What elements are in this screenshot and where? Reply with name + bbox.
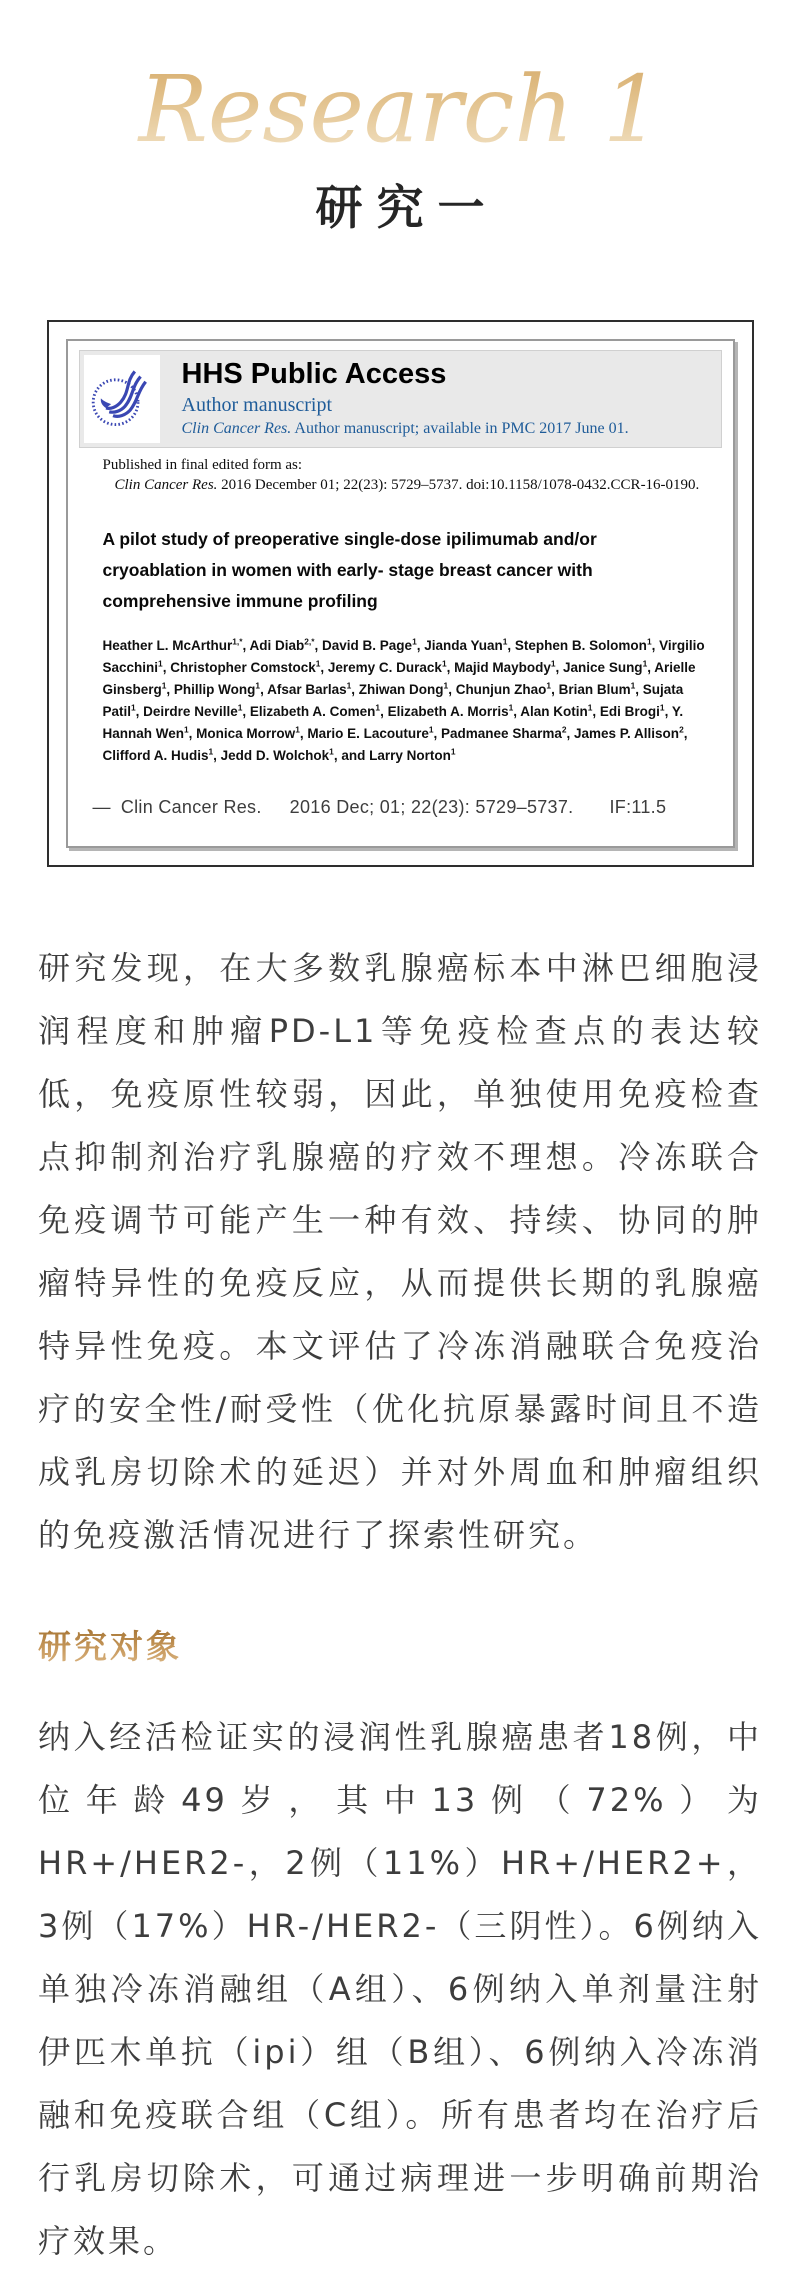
hhs-subtitle: Author manuscript (181, 394, 333, 416)
research-script-title: Research 1 (0, 0, 800, 167)
article-body (0, 937, 800, 2273)
hhs-eagle-icon (90, 362, 154, 436)
paper-citation-card (47, 320, 754, 867)
footer-dash: — (92, 796, 111, 817)
published-line: Published in final edited form as: (102, 457, 303, 473)
hero-header (0, 0, 800, 238)
subjects-paragraph: 纳入经活检证实的浸润性乳腺癌患者18例，中位年龄49岁，其中13例（72%）为HR+/HER2-，2例（11%）HR+/HER2+，3例（17%）HR-/HER2-（三阴性）。6例纳入单独冷冻消融组（A组）、6例纳入单剂量注射伊匹木单抗（ipi）组（B组）、6例纳入冷冻消融和免疫联合组（C组）。所有患者均在治疗后行乳房切除术，可通过病理进一步明确前期治疗效果。 (38, 1717, 762, 2260)
hhs-logo (84, 355, 160, 443)
hhs-availability-line (182, 420, 629, 438)
paper-card-inner (66, 339, 735, 848)
hhs-header-strip (79, 350, 722, 448)
footer-journal: Clin Cancer Res. (120, 796, 262, 817)
hhs-header-text (164, 351, 629, 447)
author-list: Heather L. McArthur$^{1,*}$, Adi Diab$^{2,*}$, David B. Page$^1$, Jianda Yuan$^1$, Stephen B. Solomon$^1$, Virgilio Sacchini$^1$, Christopher Comstock$^1$, Jeremy C. Durack$^1$, Majid Maybody$^1$, Janice Sung$^1$, Arielle Ginsberg$^1$, Phillip Wong$^1$, Afsar Barlas$^1$, Zhiwan Dong$^1$, Chunjun Zhao$^1$, Brian Blum$^1$, Sujata Patil$^1$, Deirdre Neville$^1$, Elizabeth A. Comen$^1$, Elizabeth A. Morris$^1$, Alan Kotin$^1$, Edi Brogi$^1$, Y. Hannah Wen$^1$, Monica Morrow$^1$, Mario E. Lacouture$^1$, Padmanee Sharma$^2$, James P. Allison$^2$, Clifford A. Hudis$^1$, Jedd D. Wolchok$^1$, and Larry Norton$^1$ (102, 636, 705, 763)
subjects-heading: 研究对象 (38, 1621, 762, 1668)
citation-line (115, 477, 722, 494)
citation-footer (93, 797, 722, 818)
journal-name: Clin Cancer Res. (181, 420, 292, 437)
intro-paragraph: 研究发现，在大多数乳腺癌标本中淋巴细胞浸润程度和肿瘤PD-L1等免疫检查点的表达较低，免疫原性较弱，因此，单独使用免疫检查点抑制剂治疗乳腺癌的疗效不理想。冷冻联合免疫调节可能产生一种有效、持续、协同的肿瘤特异性的免疫反应，从而提供长期的乳腺癌特异性免疫。本文评估了冷冻消融联合免疫治疗的安全性/耐受性（优化抗原暴露时间且不造成乳房切除术的延迟）并对外周血和肿瘤组织的免疫激活情况进行了探索性研究。 (38, 948, 762, 1554)
footer-impact-factor: IF:11.5 (609, 796, 667, 817)
citation-text: 2016 December 01; 22(23): 5729–5737. doi:10.1158/1078-0432.CCR-16-0190. (217, 477, 700, 493)
footer-date: 2016 Dec; 01; 22(23): 5729–5737. (289, 796, 574, 817)
paper-title: A pilot study of preoperative single-dose ipilimumab and/or cryoablation in women with early- stage breast cancer with comprehensive immune profiling (102, 529, 597, 612)
hhs-title: HHS Public Access (181, 358, 447, 390)
research-cn-title: 研究一 (315, 181, 499, 236)
journal-name: Clin Cancer Res. (114, 477, 218, 493)
availability-text: Author manuscript; available in PMC 2017 June 01. (291, 420, 629, 437)
